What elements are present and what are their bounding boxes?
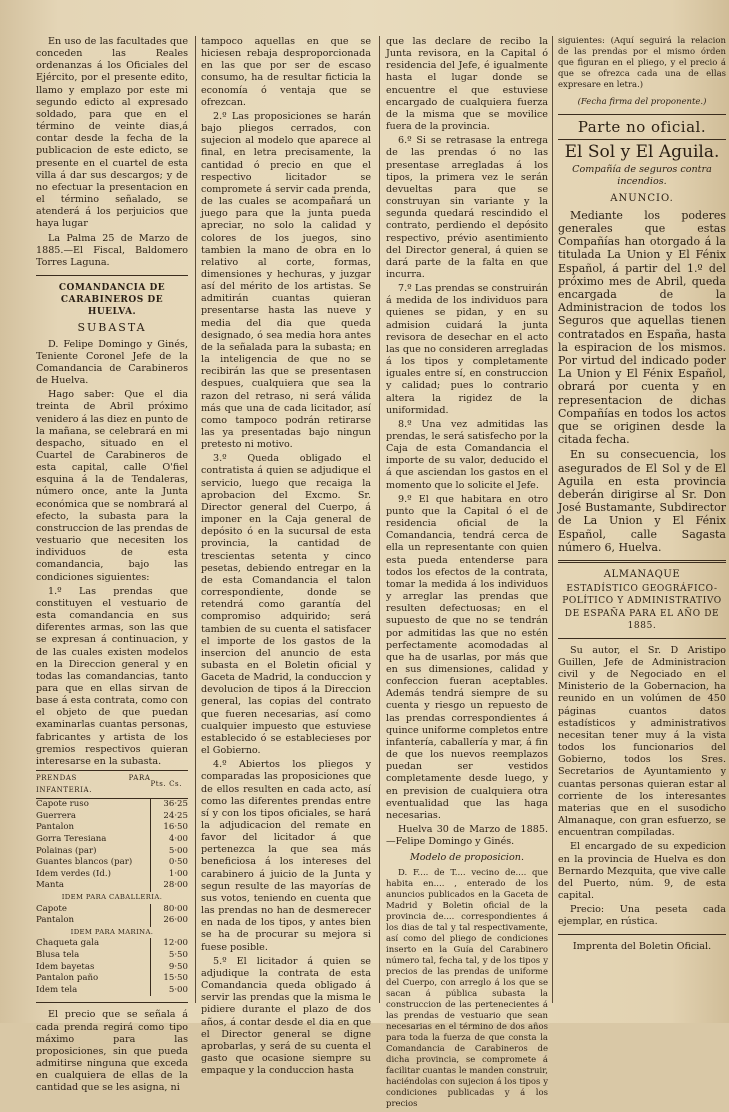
paragraph: Precio: Una peseta cada ejemplar, en rústica. bbox=[558, 904, 726, 928]
column-1 bbox=[36, 36, 188, 1096]
price-table bbox=[36, 770, 188, 996]
paragraph: tampoco aquellas en que se hiciesen rebaja desproporcionada en las que por ser de escaso consumo, ha de resultar ficticia la economía ó ventaja que se ofrezcan. bbox=[201, 36, 371, 108]
table-row bbox=[36, 985, 188, 997]
model-text: D. F.... de T.... vecino de.... que habita en.... , enterado de los anuncios publicados en la Gaceta de Madrid y Boletin oficial de la provincia de.... correspondientes á los dias de tal y tal respectivamente, así como del pliego de condiciones inserto en la Guía del Carabinero número tal, fecha tal, y de los tipos y precios de las prendas de uniforme del Cuerpo, con arreglo á los que se sacan á pública subasta la construccion de las pertenecientes á las prendas de vestuario que sean necesarias en el término de dos años para toda la fuerza de que consta la Comandancia de Carabineros de dicha provincia, se compromete á facilitar cuantas le manden construir, haciéndolas con sujecion á los tipos y condiciones publicadas y á los precios bbox=[386, 868, 548, 1110]
paragraph: El encargado de su expedicion en la provincia de Huelva es don Bernardo Mezquita, que vive calle del Puerto, núm. 9, de esta capital. bbox=[558, 841, 726, 901]
item-price: 0·50 bbox=[151, 857, 189, 869]
company-subtitle: Compañía de seguros contra incendios. bbox=[572, 164, 712, 188]
ad-paragraph: Mediante los poderes generales que estas Compañías han otorgado á la titulada La Union y El Fénix Español, á partir del 1.º del próximo mes de Abril, queda encargada de la Administracion de todos los Seguros que aquellas tienen contratados en España, hasta la espiracion de los mismos. Por virtud del indicado poder La Union y El Fénix Español, obrará por cuenta y en representacion de dichas Compañías en todos los actos que se originen desde la citada fecha. bbox=[558, 208, 726, 447]
model-title: Modelo de proposicion. bbox=[409, 852, 525, 864]
table-section: IDEM PARA MARINA. bbox=[70, 927, 154, 936]
table-header: Pts. Cs. bbox=[151, 771, 189, 799]
paragraph: El precio que se señala á cada prenda regirá como tipo máximo para las proposiciones, sin que pueda admitirse ninguna que exceda en cualquiera de ellas de la cantidad que se les asigna, ni bbox=[36, 1009, 188, 1094]
column-rule bbox=[379, 36, 380, 1003]
divider bbox=[36, 275, 188, 276]
paragraph: 7.º Las prendas se construirán á medida de los individuos para quienes se pidan, y en su admision cuidará la junta revisora de desechar en el acto las que no consideren arregladas á los tipos y completamente iguales entre sí, en construccion y calidad; pues lo contrario altera la rigidez de la uniformidad. bbox=[386, 283, 548, 416]
item-price: 4·00 bbox=[151, 834, 189, 846]
table-row bbox=[36, 962, 188, 974]
item-name: Chaqueta gala bbox=[36, 938, 100, 949]
paragraph: siguientes: (Aquí seguirá la relacion de las prendas por el mismo órden que figuran en el pliego, y el precio á que se ofrezca cada una de ellas expresare en letra.) bbox=[558, 36, 726, 90]
date-signature: Huelva 30 de Marzo de 1885.—Felipe Domingo y Ginés. bbox=[386, 824, 548, 848]
item-name: Manta bbox=[36, 880, 65, 891]
almanaque-title: ALMANAQUE bbox=[603, 569, 681, 581]
divider bbox=[558, 638, 726, 639]
paragraph: 4.º Abiertos los pliegos y comparadas las proposiciones que de ellos resulten en cada acto, así como las diferentes prendas entre sí y con los tipos oficiales, se hará la adjudicacion del remate en favor del licitador á que pertenezca la que sea más beneficiosa á los intereses del carabinero á juicio de la Junta y segun resulte de las mayorías de sus votos, teniendo en cuenta que las prendas no han de desmerecer en nada de los tipos, y antes bien se ha de procurar su mejora si fuese posible. bbox=[201, 759, 371, 953]
column-rule bbox=[195, 36, 196, 1003]
company-title: El Sol y El Aguila. bbox=[564, 142, 720, 163]
section-title: Parte no oficial. bbox=[577, 118, 707, 136]
anuncio-heading: ANUNCIO. bbox=[610, 192, 674, 204]
table-row bbox=[36, 822, 188, 834]
item-price: 12·00 bbox=[151, 938, 189, 950]
paragraph: 8.º Una vez admitidas las prendas, le será satisfecho por la Caja de esta Comandancia el importe de su valor, deducido el á que asciendan los gastos en el momento que lo solicite el Jefe. bbox=[386, 418, 548, 491]
almanaque-subtitle: ESTADÍSTICO GEOGRÁFICO-POLÍTICO Y ADMINISTRATIVO DE ESPAÑA PARA EL AÑO DE 1885. bbox=[562, 584, 722, 631]
subasta-title: SUBASTA bbox=[77, 321, 147, 335]
column-3 bbox=[386, 36, 548, 1112]
item-price: 28·00 bbox=[151, 880, 189, 892]
item-price: 1·00 bbox=[151, 869, 189, 881]
ad-paragraph: En su consecuencia, los asegurados de El Sol y de El Aguila en esta provincia deberán dirigirse al Sr. Don José Bustamante, Subdirector de La Union y El Fénix Español, calle Sagasta número 6, Huelva. bbox=[558, 448, 726, 554]
paragraph: 3.º Queda obligado el contratista á quien se adjudique el servicio, luego que recaiga la aprobacion del Excmo. Sr. Director general del Cuerpo, á imponer en la Caja general de depósito ó en la sucursal de esta provincia, la cantidad de trescientas setenta y cinco pesetas, debiendo entregar en la de esta Comandancia el talon correspondiente, donde se retendrá como garantía del compromiso adquirido; será tambien de su cuenta el satisfacer el importe de los gastos de la insercion del anuncio de esta subasta en el Boletin oficial y Gaceta de Madrid, la conduccion y devolucion de tipos á la Direccion general, las copias del contrato que fueren necesarias, así como cualquier impuesto que estuviese establecido ó se establecieses por el Gobierno. bbox=[201, 453, 371, 757]
printer-line: Imprenta del Boletin Oficial. bbox=[572, 941, 712, 953]
item-price: 5·00 bbox=[151, 846, 189, 858]
item-price: 15·50 bbox=[151, 973, 189, 985]
paragraph: 5.º El licitador á quien se adjudique la contrata de esta Comandancia queda obligado á servir las prendas que la misma le pidiere durante el plazo de dos años, á contar desde el dia en que el Director general se digne aprobarlas, y será de su cuenta el gasto que ocasione siempre su empaque y la conduccion hasta bbox=[201, 955, 371, 1077]
paragraph: 2.º Las proposiciones se harán bajo pliegos cerrados, con sujecion al modelo que aparece al final, en letra precisamente, la cantidad ó precio en que el respectivo licitador se compromete á servir cada prenda, de las cuales se acompañará un juego para que la junta pueda apreciar, no solo la calidad y colores de los juegos, sino tambien la mano de obra en lo relativo al corte, formas, dimensiones y hechuras, y juzgar así del mérito de los artistas. Se admitirán cuantas quieran presentarse hasta las nueve y media del dia que queda designado, ó sea media hora antes de la señalada para la subasta; en la inteligencia de que no se recibirán las que se presentasen despues, cualquiera que sea la razon del retraso, ni será válida más que una de cada licitador, así como tampoco podrán retirarse las ya presentadas bajo ningun pretesto ni motivo. bbox=[201, 110, 371, 451]
column-2 bbox=[201, 36, 371, 1079]
edict-text: En uso de las facultades que conceden las Reales ordenanzas á los Oficiales del Ejército, por el presente edito, llamo y emplazo por este mi segundo edicto al expresado soldado, para que en el término de veinte dias,á contar desde la fecha de la publicacion de este edicto, se presente en el cuartel de esta villa á dar sus descargos; y de no efectuar la presentacion en el término señalado, se atenderá á los perjuicios que haya lugar bbox=[36, 36, 188, 230]
divider bbox=[558, 560, 726, 563]
table-row bbox=[36, 880, 188, 892]
item-name: Capote bbox=[36, 903, 67, 914]
item-name: Pantalon paño bbox=[36, 973, 99, 984]
item-name: Idem bayetas bbox=[36, 961, 95, 972]
divider bbox=[558, 139, 726, 140]
table-row bbox=[36, 904, 188, 916]
item-name: Gorra Teresiana bbox=[36, 834, 107, 845]
item-price: 80·00 bbox=[151, 904, 189, 916]
item-name: Guantes blancos (par) bbox=[36, 857, 133, 868]
item-name: Idem verdes (Id.) bbox=[36, 868, 111, 879]
table-row bbox=[36, 834, 188, 846]
item-name: Capote ruso bbox=[36, 799, 89, 810]
table-row bbox=[36, 869, 188, 881]
item-price: 26·00 bbox=[151, 915, 189, 927]
table-section: IDEM PARA CABALLERIA. bbox=[61, 893, 163, 901]
table-header: PRENDAS PARA INFANTERIA. bbox=[36, 771, 151, 799]
divider bbox=[558, 114, 726, 115]
paragraph: 6.º Si se retrasase la entrega de las prendas ó no las presentase arregladas á los tipos, la primera vez le serán devueltas para que se construyan sin variante y la segunda quedará rescindido el contrato, perdiendo el depósito respectivo, prévio asentimiento del Director general, á quien se dará parte de la falta en que incurra. bbox=[386, 135, 548, 280]
table-row bbox=[36, 846, 188, 858]
item-price: 16·50 bbox=[151, 822, 189, 834]
divider bbox=[558, 934, 726, 935]
item-name: Pantalon bbox=[36, 915, 75, 926]
item-price: 24·25 bbox=[151, 811, 189, 823]
item-price: 36·25 bbox=[151, 799, 189, 811]
officer-line: D. Felipe Domingo y Ginés, Teniente Coronel Jefe de la Comandancia de Carabineros de Huelva. bbox=[36, 338, 188, 387]
section-heading: COMANDANCIA DE CARABINEROS DE HUELVA. bbox=[58, 282, 166, 318]
item-name: Polainas (par) bbox=[36, 845, 97, 856]
item-name: Pantalon bbox=[36, 822, 75, 833]
paragraph: Su autor, el Sr. D Aristipo Guillen, Jefe de Administracion civil y de Negociado en el Ministerio de la Gobernacion, ha reunido en un volúmen de 450 páginas cuantos datos estadísticos y administrativos necesitan tener muy á la vista todos los funcionarios del Gobierno, todos los Sres. Secretarios de Ayuntamiento y cuantas personas quieran estar al corriente de los interesantes materias que en el susodicho Almanaque, con gran esfuerzo, se encuentran compiladas. bbox=[558, 644, 726, 839]
item-price: 5·50 bbox=[151, 950, 189, 962]
table-row bbox=[36, 857, 188, 869]
table-row bbox=[36, 811, 188, 823]
paragraph: 9.º El que habitara en otro punto que la Capital ó el de residencia oficial de la Comandancia, tendrá cerca de ella un representante con quien esta pueda entenderse para todos los efectos de la contrata, tomar la medida á los individuos y arreglar las prendas que resulten defectuosas; en el supuesto de que no se tendrán por admitidas las que no estén perfectamente acomodadas al que ha de usarlas, por más que en sus dimensiones, calidad y confeccion fueran aceptables. Además tendrá siempre de su cuenta y riesgo un repuesto de las prendas correspondientes á quince uniforme completos entre infantería, caballería y mar, á fin de que los nuevos reemplazos puedan ser vestidos completamente desde luego, y en prevision de cualquiera otra eventualidad que las haga necesarias. bbox=[386, 493, 548, 821]
paragraph: 1.º Las prendas que constituyen el vestuario de esta comandancia en sus diferentes armas, son las que se expresan á continuacion, y de las cuales existen modelos en la Direccion general y en todas las comandancias, tanto para que en ellas sirvan de base á esta contrata, como con el objeto de que puedan examinarlas cuantas personas, fabricantes y artista de los gremios respectivos quieran interesarse en la subasta. bbox=[36, 585, 188, 767]
proposer-signature: (Fecha firma del proponente.) bbox=[577, 97, 707, 107]
item-name: Blusa tela bbox=[36, 949, 80, 960]
paragraph: Hago saber: Que el dia treinta de Abril próximo venidero á las diez en punto de la mañana, se celebrará en mi despacho, situado en el Cuartel de Carabineros de esta capital, calle O'fiel esquina á la de Tendaleras, número once, ante la Junta económica que se nombrará al efecto, la subasta para la construccion de las prendas de vestuario que necesiten los individuos de esta comandancia, bajo las condiciones siguientes: bbox=[36, 389, 189, 583]
column-4 bbox=[558, 36, 726, 956]
table-row bbox=[36, 973, 188, 985]
table-row bbox=[36, 799, 188, 811]
paragraph: que las declare de recibo la Junta revisora, en la Capital ó residencia del Jefe, é igualmente hasta el lugar donde se encuentre el que estuviese encargado de cualquiera fuerza de la misma que se movilice fuera de la provincia. bbox=[386, 36, 548, 133]
item-name: Idem tela bbox=[36, 984, 78, 995]
divider bbox=[36, 1002, 188, 1003]
item-price: 5·00 bbox=[151, 985, 189, 997]
edict-signature: La Palma 25 de Marzo de 1885.—El Fiscal, Baldomero Torres Laguna. bbox=[36, 232, 188, 268]
table-row bbox=[36, 915, 188, 927]
item-name: Guerrera bbox=[36, 810, 77, 821]
column-rule bbox=[552, 36, 553, 1003]
item-price: 9·50 bbox=[151, 962, 189, 974]
table-row bbox=[36, 950, 188, 962]
table-row bbox=[36, 938, 188, 950]
